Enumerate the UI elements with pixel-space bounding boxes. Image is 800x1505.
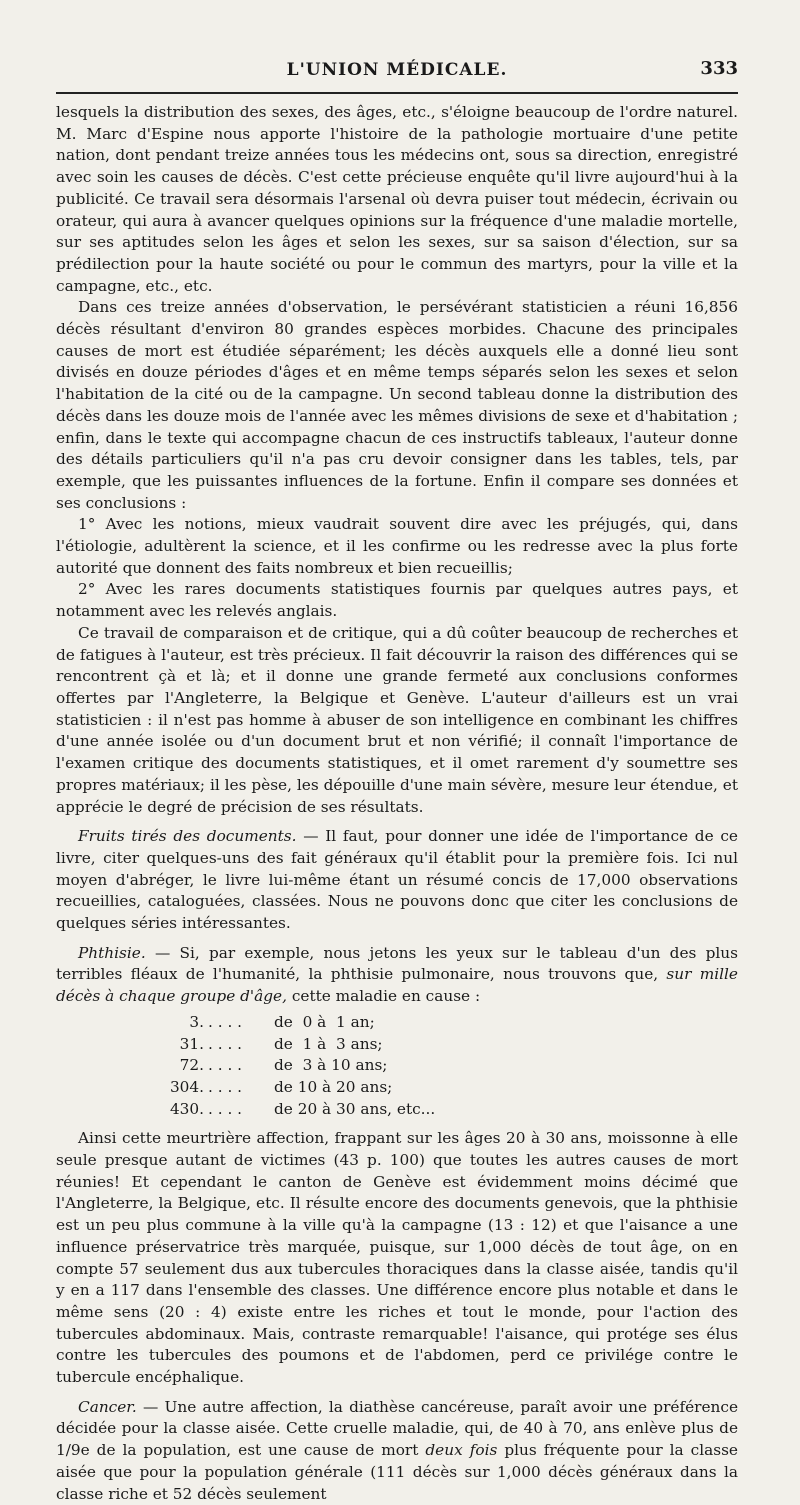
- section-heading-fruits: Fruits tirés des documents.: [78, 827, 297, 846]
- table-row: [156, 1099, 738, 1121]
- table-leader: . . . .: [208, 1034, 243, 1053]
- table-count: 304.: [169, 1077, 204, 1096]
- paragraph-cancer-emphasis: deux fois: [425, 1441, 498, 1460]
- table-row: [156, 1077, 738, 1099]
- paragraph-point-2: 2° Avec les rares documents statistiques fournis par quelques autres pays, et notamment avec les relevés anglais.: [56, 580, 738, 621]
- table-leader: . . . .: [208, 1012, 243, 1031]
- table-leader: . . . .: [208, 1077, 243, 1096]
- paragraph-phthisie-text-a: — Si, par exemple, nous jetons les yeux sur le tableau d'un des plus terribles fléaux de l'humanité, la phthisie pulmonaire, nous trouvons que,: [56, 943, 738, 984]
- table-leader: . . . .: [208, 1099, 243, 1118]
- table-count: 3.: [189, 1012, 204, 1031]
- paragraph-cancer-text-b: plus fréquente pour la classe aisée que pour la population générale (111 décès sur 1,000 décès généraux dans la classe riche et 52 décès seulement: [56, 1441, 738, 1503]
- paragraph-continuation: lesquels la distribution des sexes, des âges, etc., s'éloigne beaucoup de l'ordre naturel. M. Marc d'Espine nous apporte l'histoire de la pathologie mortuaire d'une petite nation, dont pendant treize années tous les médecins ont, sous sa direction, enregistré avec soin les causes de décès. C'est cette précieuse enquête qu'il livre aujourd'hui à la publicité. Ce travail sera désormais l'arsenal où devra puiser tout médecin, écrivain ou orateur, qui aura à avancer quelques opinions sur la fréquence d'une maladie mortelle, sur ses aptitudes selon les âges et selon les sexes, sur sa saison d'élection, sur sa prédilection pour la haute société ou pour le commun des martyrs, pour la ville et la campagne, etc., etc.: [56, 103, 738, 295]
- paragraph-cancer: [56, 1397, 738, 1505]
- paragraph-phthisie-emphasis: sur mille décès à chaque groupe d'âge,: [56, 965, 738, 1006]
- table-age-range: de 10 à 20 ans;: [274, 1077, 393, 1096]
- table-age-range: de 20 à 30 ans, etc...: [274, 1099, 436, 1118]
- paragraph-point-1: 1° Avec les notions, mieux vaudrait souvent dire avec les préjugés, qui, dans l'étiologie, adultèrent la science, et il les confirme ou les redresse avec la plus forte autorité que donnent des faits nombreux et bien recueillis;: [56, 515, 738, 577]
- paragraph-comparison: Ce travail de comparaison et de critique, qui a dû coûter beaucoup de recherches et de fatigues à l'auteur, est très précieux. Il fait découvrir la raison des différences qui se rencontrent çà et là; et il donne une grande fermeté aux conclusions conformes offertes par l'Angleterre, la Belgique et Genève. L'auteur d'ailleurs est un vrai statisticien : il n'est pas homme à abuser de son intelligence en combinant les chiffres d'une année isolée ou d'un document brut et non vérifié; il connaît l'importance de l'examen critique des documents statistiques, et il omet rarement d'y soumettre ses propres matériaux; il les pèse, les dépouille d'une main sévère, mesure leur étendue, et apprécie le degré de précision de ses résultats.: [56, 623, 738, 816]
- header-rule: [56, 92, 738, 94]
- table-row: [156, 1055, 738, 1077]
- paragraph-phthisie-text-b: cette maladie en cause :: [286, 987, 481, 1006]
- table-count: 31.: [179, 1034, 204, 1053]
- table-row: [156, 1012, 738, 1034]
- page-header: [56, 52, 738, 92]
- article-body: [56, 102, 738, 1505]
- table-count: 430.: [169, 1099, 204, 1118]
- paragraph-cancer-text-a: — Une autre affection, la diathèse cancéreuse, paraît avoir une préférence décidée pour la classe aisée. Cette cruelle maladie, qui, de 40 à 70, ans enlève plus de 1/9e de la population, est une cause de mort: [56, 1397, 738, 1460]
- paragraph-phthisie: [56, 943, 738, 1008]
- paragraph-phthisie-analysis: Ainsi cette meurtrière affection, frappant sur les âges 20 à 30 ans, moissonne à elle seule presque autant de victimes (43 p. 100) que toutes les autres causes de mort réunies! Et cependant le canton de Genève est évidemment moins décimé que l'Angleterre, la Belgique, etc. Il résulte encore des documents genevois, que la phthisie est un peu plus commune à la ville qu'à la campagne (13 : 12) et que l'aisance a une influence préservatrice très marquée, puisque, sur 1,000 décès de tout âge, on en compte 57 seulement dus aux tubercules thoraciques dans la classe aisée, tandis qu'il y en a 117 dans l'ensemble des classes. Une différence encore plus notable et dans le même sens (20 : 4) existe entre les riches et tout le monde, pour l'action des tubercules abdominaux. Mais, contraste remarquable! l'aisance, qui protége ses élus contre les tubercules des poumons et de l'abdomen, perd ce privilége contre le tubercule encéphalique.: [56, 1129, 738, 1387]
- table-count: 72.: [179, 1056, 204, 1075]
- paragraph-fruits-text: — Il faut, pour donner une idée de l'importance de ce livre, citer quelques-uns des fait généraux qu'il établit pour la première fois. Ici nul moyen d'abréger, le livre lui-même étant un résumé concis de 17,000 observations recueillies, cataloguées, classées. Nous ne pouvons donc que citer les conclusions de quelques séries intéressantes.: [56, 827, 738, 933]
- section-heading-phthisie: Phthisie.: [78, 943, 146, 962]
- table-row: [156, 1034, 738, 1056]
- table-age-range: de 1 à 3 ans;: [274, 1034, 383, 1053]
- table-age-range: de 3 à 10 ans;: [274, 1056, 388, 1075]
- phthisis-age-table: [156, 1012, 738, 1121]
- table-leader: . . . .: [208, 1056, 243, 1075]
- paragraph-observation: Dans ces treize années d'observation, le persévérant statisticien a réuni 16,856 décès résultant d'environ 80 grandes espèces morbides. Chacune des principales causes de mort est étudiée séparément; les décès auxquels elle a donné lieu sont divisés en douze périodes d'âges et en même temps séparés selon les sexes et selon l'habitation de la cité ou de la campagne. Un second tableau donne la distribution des décès dans les douze mois de l'année avec les mêmes divisions de sexe et d'habitation ; enfin, dans le texte qui accompagne chacun de ces instructifs tableaux, l'auteur donne des détails particuliers qu'il n'a pas cru devoir consigner dans les tables, tels, par exemple, que les puissantes influences de la fortune. Enfin il compare ses données et ses conclusions :: [56, 298, 738, 512]
- table-age-range: de 0 à 1 an;: [274, 1012, 375, 1031]
- section-heading-cancer: Cancer.: [78, 1397, 137, 1416]
- page-number: 333: [700, 58, 738, 79]
- paragraph-fruits: [56, 826, 738, 935]
- running-title: L'UNION MÉDICALE.: [286, 60, 508, 80]
